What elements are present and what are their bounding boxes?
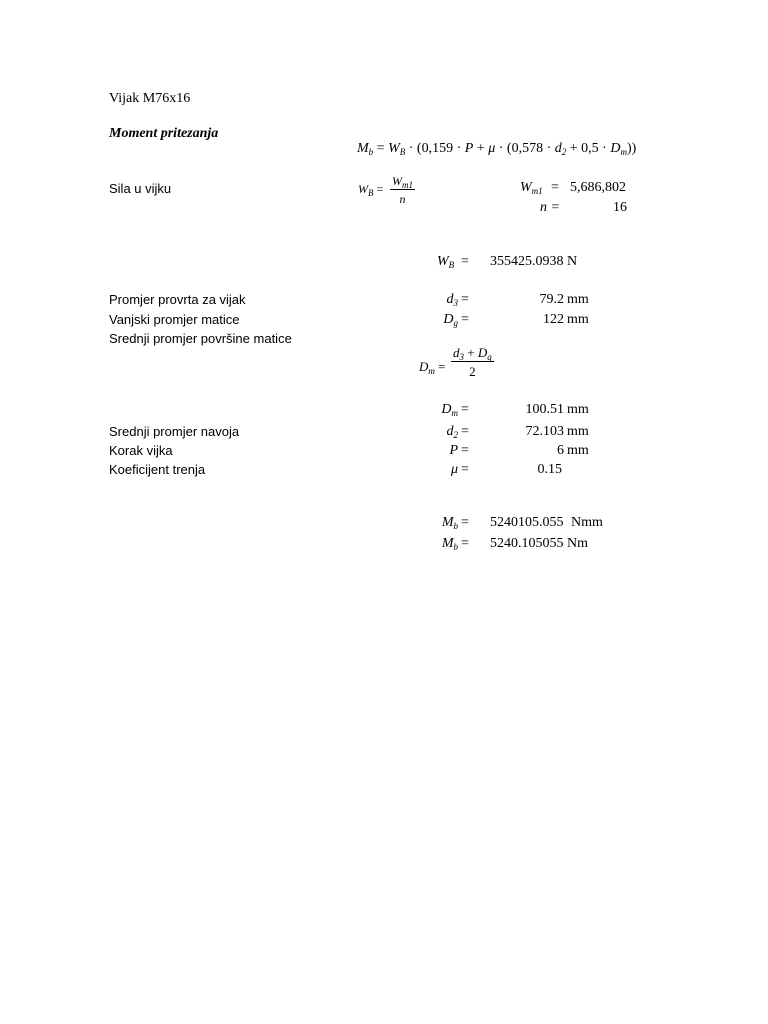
mb-result-value: 5240105.055: [490, 515, 564, 530]
row-label: Koeficijent trenja: [109, 462, 206, 477]
formula-mu-symbol: μ: [488, 141, 496, 156]
row-label: Srednji promjer navoja: [109, 424, 240, 439]
row-value: 122: [543, 312, 564, 327]
row-symbol: $d_2$: [446, 424, 458, 440]
formula-d2-sub: 2: [561, 147, 567, 157]
mb-result-symbol: $M_b$: [441, 515, 458, 531]
formula-mid: · (0,159 ·: [405, 141, 465, 156]
formula-dm-sub: m: [620, 147, 627, 157]
formula-p-symbol: P: [464, 141, 474, 156]
row-eq: =: [461, 312, 469, 327]
wb-formula-lhs: [358, 182, 384, 198]
formula-rest: · (0,578 ·: [495, 141, 555, 156]
formula-plus: +: [473, 141, 489, 156]
row-eq: =: [461, 292, 469, 307]
wb-result-unit: N: [567, 254, 578, 269]
row-eq: =: [461, 443, 469, 458]
moment-formula: [357, 142, 636, 156]
formula-mb-symbol: M: [357, 141, 369, 156]
row-label: Promjer provrta za vijak: [109, 292, 246, 307]
n-value: 16: [613, 200, 627, 215]
n-symbol: n =: [540, 200, 560, 215]
wb-fraction: [390, 175, 415, 205]
dm-formula-lhs: $D_m$ =: [419, 359, 446, 376]
mb-result-unit: Nm: [567, 536, 588, 551]
sila-label: Sila u vijku: [109, 181, 172, 196]
dm-result-symbol: $D_m$: [441, 402, 458, 418]
formula-wb-symbol: W: [388, 141, 400, 156]
row-value: 72.103: [525, 424, 564, 439]
dm-fraction-numerator: $d_3 + D_g$: [453, 345, 492, 362]
row-symbol: $D_g$: [443, 312, 458, 328]
dm-result-unit: mm: [567, 402, 589, 417]
formula-wb-sub: B: [399, 147, 406, 157]
row-unit: mm: [567, 443, 589, 458]
mb-result-symbol: $M_b$: [441, 536, 458, 552]
wm1-eq: =: [551, 180, 559, 195]
wb-result-eq: =: [461, 254, 469, 269]
dm-fraction-denominator: 2: [469, 364, 476, 379]
row-symbol: $d_3$: [446, 292, 458, 308]
mb-result-unit: Nmm: [571, 515, 603, 530]
formula-dm-symbol: D: [610, 141, 621, 156]
formula-mb-sub: b: [368, 147, 374, 157]
row-value: 6: [557, 443, 564, 458]
row-symbol: P: [449, 443, 458, 458]
mb-result-value: 5240.105055: [490, 536, 564, 551]
wb-fraction-numerator: $W_{m1}$: [392, 174, 413, 190]
wm1-value: 5,686,802: [570, 180, 626, 195]
row-value: 79.2: [539, 292, 564, 307]
row-label: Korak vijka: [109, 443, 173, 458]
formula-tail: + 0,5 ·: [566, 141, 611, 156]
row-unit: mm: [567, 424, 589, 439]
dm-fraction: [451, 346, 494, 378]
document-title: Vijak M76x16: [109, 91, 191, 106]
wb-fraction-denominator: n: [399, 192, 406, 206]
formula-eq: =: [373, 141, 389, 156]
wm1-symbol: $W_{m1}$: [520, 180, 543, 196]
dm-result-value: 100.51: [525, 402, 564, 417]
row-eq: =: [461, 462, 469, 477]
row-symbol: μ: [450, 462, 458, 477]
formula-close: )): [626, 141, 637, 156]
dm-label: Srednji promjer površine matice: [109, 331, 292, 346]
row-unit: mm: [567, 312, 589, 327]
mb-result-eq: =: [461, 536, 469, 551]
wb-eq: =: [376, 182, 384, 196]
wb-result-symbol: $W_B$: [437, 254, 455, 270]
row-unit: mm: [567, 292, 589, 307]
wb-symbol: W: [358, 182, 368, 196]
formula-d2-symbol: d: [554, 141, 562, 156]
moment-heading: Moment pritezanja: [109, 126, 219, 141]
dm-result-eq: =: [461, 402, 469, 417]
row-value: 0.15: [537, 462, 562, 477]
row-eq: =: [461, 424, 469, 439]
row-label: Vanjski promjer matice: [109, 312, 240, 327]
mb-result-eq: =: [461, 515, 469, 530]
wb-sub: B: [368, 188, 374, 198]
wb-result-value: 355425.0938: [490, 254, 564, 269]
